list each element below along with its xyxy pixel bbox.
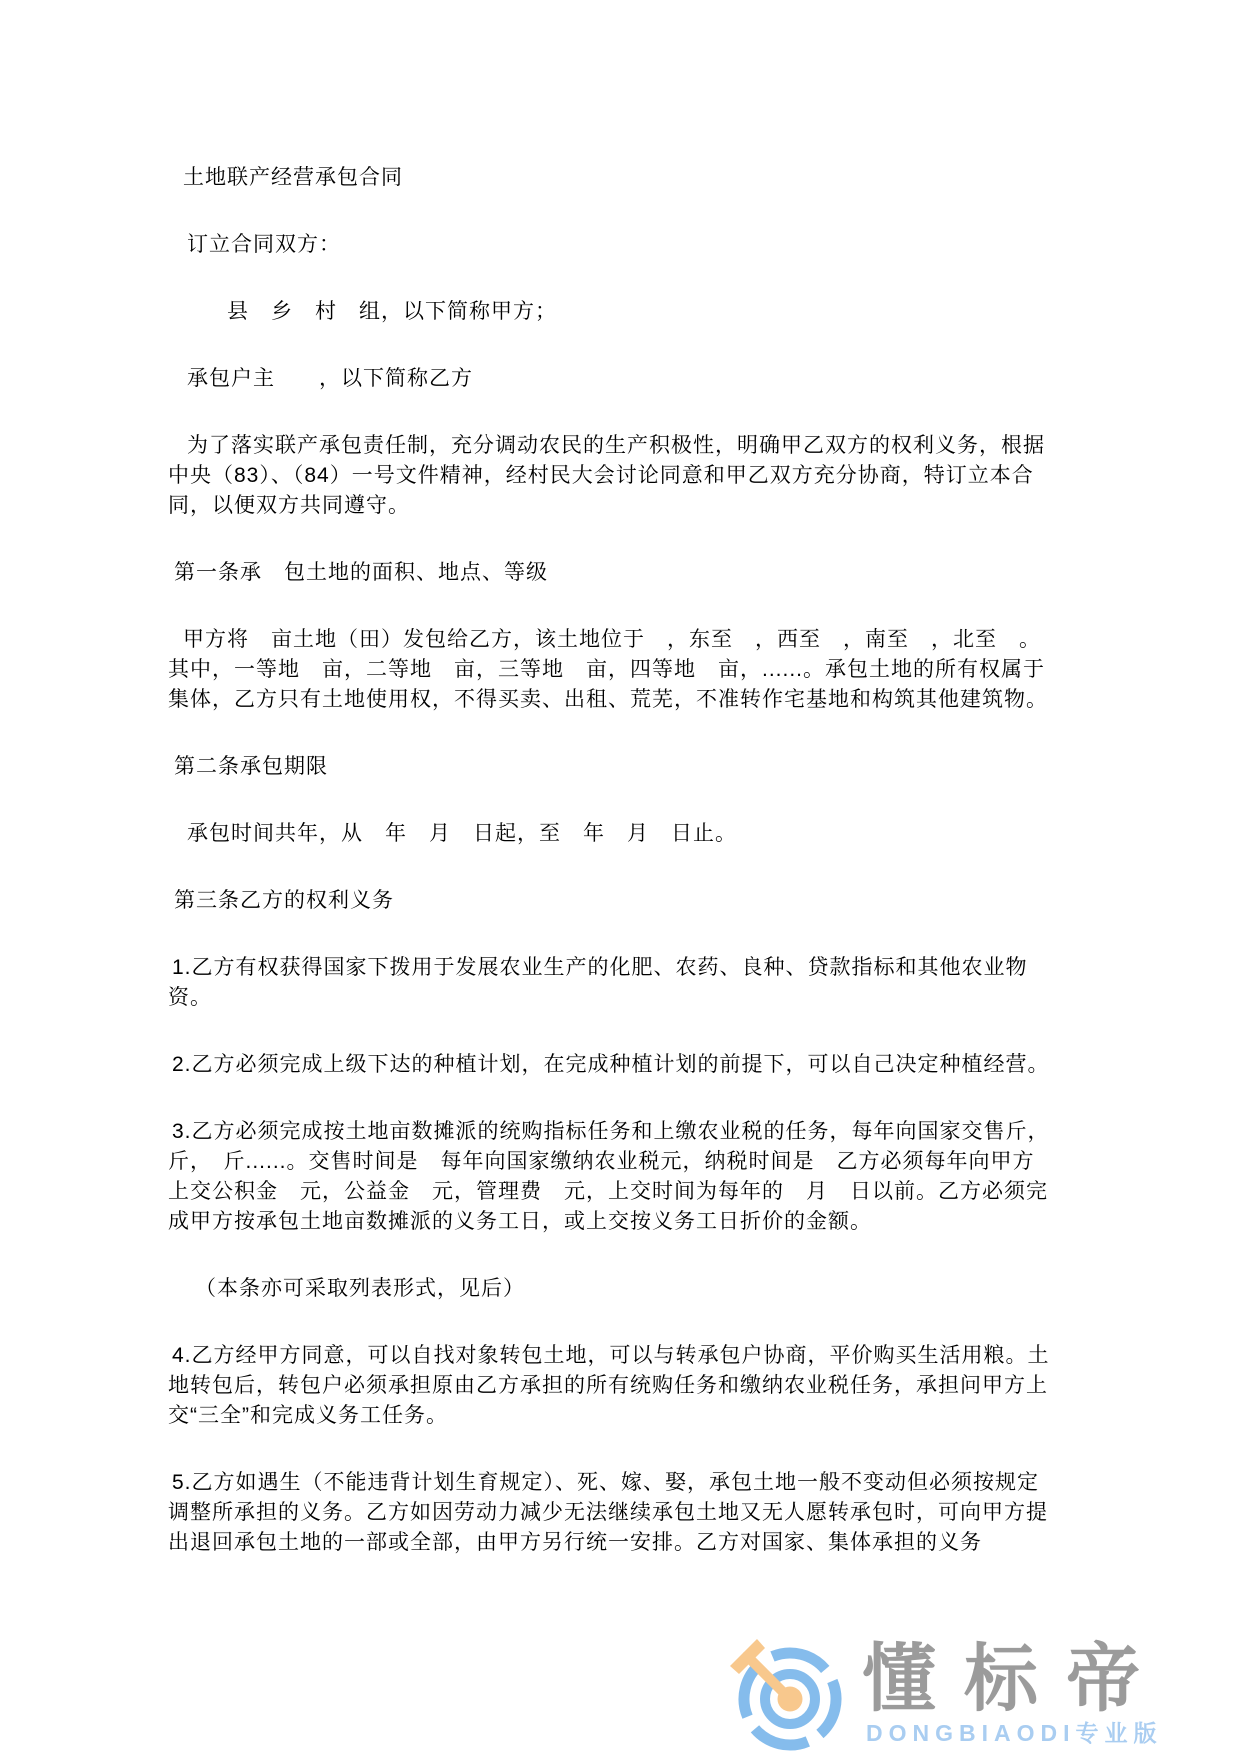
- preamble: 为了落实联产承包责任制，充分调动农民的生产积极性，明确甲乙双方的权利义务，根据中央（83）、（84）一号文件精神，经村民大会讨论同意和甲乙双方充分协商，特订立本合同，以便双方共同遵守。: [168, 434, 1045, 517]
- article2-heading: 第二条承包期限: [174, 755, 328, 778]
- article3-item-4: 4.乙方经甲方同意，可以自找对象转包土地，可以与转承包户协商，平价购买生活用粮。土地转包后，转包户必须承担原由乙方承担的所有统购任务和缴纳农业税任务，承担问甲方上交“三全”和完成义务工任务。: [168, 1344, 1050, 1427]
- article3-item-2: 2.乙方必须完成上级下达的种植计划，在完成种植计划的前提下，可以自己决定种植经营。: [172, 1053, 1050, 1076]
- article1-body: 甲方将 亩土地（田）发包给乙方，该土地位于 ，东至 ，西至 ，南至 ，北至 。其中，一等地 亩，二等地 亩，三等地 亩，四等地 亩，......。承包土地的所有权属于集体，乙方只有土地使用权，不得买卖、出租、荒芜，不准转作宅基地和构筑其他建筑物。: [168, 628, 1048, 711]
- article3-item-1: 1.乙方有权获得国家下拨用于发展农业生产的化肥、农药、良种、贷款指标和其他农业物资。: [168, 956, 1028, 1009]
- article3-note: （本条亦可采取列表形式，见后）: [195, 1277, 525, 1300]
- intro-line: 订立合同双方：: [187, 233, 341, 256]
- article3-item-5: 5.乙方如遇生（不能违背计划生育规定）、死、嫁、娶，承包土地一般不变动但必须按规定调整所承担的义务。乙方如因劳动力减少无法继续承包土地又无人愿转承包时，可向甲方提出退回承包土地的一部或全部，由甲方另行统一安排。乙方对国家、集体承担的义务: [168, 1471, 1048, 1554]
- doc-title: 土地联产经营承包合同: [183, 166, 403, 189]
- dongbiaodi-target-logo-icon: [727, 1634, 853, 1764]
- article2-body: 承包时间共年，从 年 月 日起，至 年 月 日止。: [187, 822, 737, 845]
- article1-heading: 第一条承 包土地的面积、地点、等级: [174, 561, 548, 584]
- article3-item-3: 3.乙方必须完成按土地亩数摊派的统购指标任务和上缴农业税的任务，每年向国家交售斤， 斤， 斤......。交售时间是 每年向国家缴纳农业税元，纳税时间是 乙方必须每年向甲方上交公积金 元，公益金 元，管理费 元，上交时间为每年的 月 日以前。乙方必须完成甲方按承包土地亩数摊派的义务工日，或上交按义务工日折价的金额。: [168, 1120, 1062, 1233]
- watermark-brand-subtitle: DONGBIAODI专业版: [866, 1720, 1163, 1746]
- watermark-brand-name: 懂标帝: [862, 1637, 1168, 1720]
- article3-heading: 第三条乙方的权利义务: [174, 889, 394, 912]
- party-a-line: 县 乡 村 组，以下简称甲方；: [227, 300, 557, 323]
- party-b-line: 承包户主 ，以下简称乙方: [187, 367, 473, 390]
- watermark: [660, 1630, 1220, 1754]
- contract-document: [168, 163, 1062, 1595]
